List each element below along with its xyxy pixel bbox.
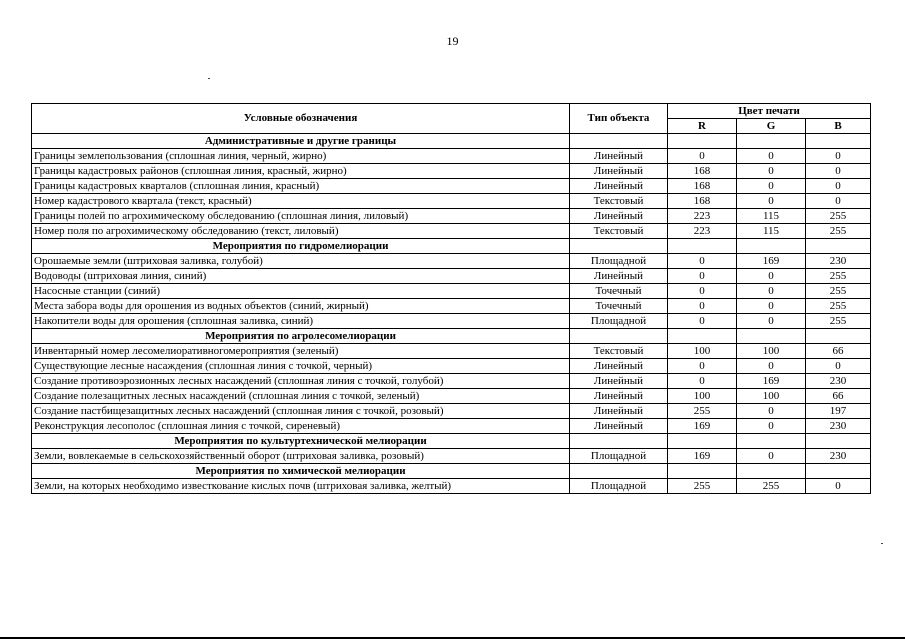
legend-name-cell: Границы полей по агрохимическому обследованию (сплошная линия, лиловый) (32, 209, 570, 224)
color-b-cell: 0 (806, 149, 871, 164)
empty-cell (806, 239, 871, 254)
table-row (32, 314, 871, 329)
color-r-cell: 0 (668, 374, 737, 389)
empty-cell (668, 134, 737, 149)
color-r-cell: 0 (668, 359, 737, 374)
object-type-cell: Линейный (570, 269, 668, 284)
color-b-cell: 255 (806, 224, 871, 239)
color-r-cell: 100 (668, 344, 737, 359)
table-body (32, 134, 871, 494)
color-b-cell: 230 (806, 449, 871, 464)
empty-cell (570, 329, 668, 344)
color-g-cell: 0 (737, 314, 806, 329)
object-type-cell: Текстовый (570, 344, 668, 359)
color-r-cell: 168 (668, 164, 737, 179)
empty-cell (806, 434, 871, 449)
header-b: B (806, 119, 871, 134)
color-r-cell: 169 (668, 419, 737, 434)
section-row (32, 464, 871, 479)
empty-cell (806, 329, 871, 344)
table-row (32, 299, 871, 314)
legend-name-cell: Земли, вовлекаемые в сельскохозяйственный оборот (штриховая заливка, розовый) (32, 449, 570, 464)
empty-cell (570, 239, 668, 254)
empty-cell (737, 434, 806, 449)
color-b-cell: 255 (806, 284, 871, 299)
section-row (32, 134, 871, 149)
color-b-cell: 0 (806, 179, 871, 194)
color-g-cell: 0 (737, 149, 806, 164)
legend-name-cell: Реконструкция лесополос (сплошная линия с точкой, сиреневый) (32, 419, 570, 434)
empty-cell (737, 464, 806, 479)
color-g-cell: 0 (737, 164, 806, 179)
legend-name-cell: Номер кадастрового квартала (текст, красный) (32, 194, 570, 209)
section-title: Административные и другие границы (32, 134, 570, 149)
empty-cell (737, 329, 806, 344)
color-r-cell: 0 (668, 314, 737, 329)
scan-speck (208, 78, 210, 79)
header-r: R (668, 119, 737, 134)
legend-name-cell: Создание противоэрозионных лесных насаждений (сплошная линия с точкой, голубой) (32, 374, 570, 389)
legend-name-cell: Существующие лесные насаждения (сплошная линия с точкой, черный) (32, 359, 570, 374)
color-r-cell: 100 (668, 389, 737, 404)
color-r-cell: 255 (668, 479, 737, 494)
legend-name-cell: Земли, на которых необходимо известкование кислых почв (штриховая заливка, желтый) (32, 479, 570, 494)
color-g-cell: 0 (737, 284, 806, 299)
header-object-type: Тип объекта (570, 104, 668, 134)
table-header (32, 104, 871, 134)
color-b-cell: 255 (806, 299, 871, 314)
color-g-cell: 0 (737, 269, 806, 284)
legend-name-cell: Насосные станции (синий) (32, 284, 570, 299)
color-g-cell: 0 (737, 299, 806, 314)
color-b-cell: 0 (806, 359, 871, 374)
color-b-cell: 230 (806, 254, 871, 269)
section-row (32, 434, 871, 449)
object-type-cell: Площадной (570, 254, 668, 269)
empty-cell (570, 434, 668, 449)
object-type-cell: Линейный (570, 149, 668, 164)
empty-cell (668, 434, 737, 449)
legend-name-cell: Создание пастбищезащитных лесных насаждений (сплошная линия с точкой, розовый) (32, 404, 570, 419)
table-row (32, 164, 871, 179)
color-b-cell: 197 (806, 404, 871, 419)
table-row (32, 479, 871, 494)
object-type-cell: Линейный (570, 164, 668, 179)
color-r-cell: 223 (668, 209, 737, 224)
page-number: 19 (446, 34, 459, 48)
table-row (32, 269, 871, 284)
empty-cell (668, 329, 737, 344)
header-legend-name: Условные обозначения (32, 104, 570, 134)
object-type-cell: Текстовый (570, 224, 668, 239)
section-title: Мероприятия по химической мелиорации (32, 464, 570, 479)
empty-cell (737, 134, 806, 149)
empty-cell (737, 239, 806, 254)
color-g-cell: 100 (737, 389, 806, 404)
color-r-cell: 168 (668, 194, 737, 209)
color-b-cell: 0 (806, 479, 871, 494)
table-row (32, 404, 871, 419)
table-row (32, 254, 871, 269)
color-r-cell: 0 (668, 254, 737, 269)
section-title: Мероприятия по культуртехнической мелиорации (32, 434, 570, 449)
table-row (32, 149, 871, 164)
color-g-cell: 100 (737, 344, 806, 359)
section-title: Мероприятия по гидромелиорации (32, 239, 570, 254)
legend-name-cell: Создание полезащитных лесных насаждений (сплошная линия с точкой, зеленый) (32, 389, 570, 404)
color-g-cell: 0 (737, 194, 806, 209)
color-g-cell: 0 (737, 449, 806, 464)
object-type-cell: Линейный (570, 359, 668, 374)
object-type-cell: Линейный (570, 374, 668, 389)
table-row (32, 449, 871, 464)
color-g-cell: 0 (737, 419, 806, 434)
table-row (32, 359, 871, 374)
empty-cell (570, 134, 668, 149)
legend-name-cell: Границы кадастровых районов (сплошная линия, красный, жирно) (32, 164, 570, 179)
table-row (32, 224, 871, 239)
empty-cell (668, 464, 737, 479)
table-row (32, 284, 871, 299)
table-row (32, 389, 871, 404)
object-type-cell: Линейный (570, 179, 668, 194)
color-b-cell: 66 (806, 389, 871, 404)
table-row (32, 344, 871, 359)
empty-cell (570, 464, 668, 479)
color-b-cell: 230 (806, 374, 871, 389)
object-type-cell: Площадной (570, 479, 668, 494)
scan-edge-line (0, 637, 905, 639)
table-row (32, 194, 871, 209)
color-r-cell: 223 (668, 224, 737, 239)
color-g-cell: 0 (737, 179, 806, 194)
empty-cell (668, 239, 737, 254)
color-b-cell: 255 (806, 269, 871, 284)
object-type-cell: Площадной (570, 449, 668, 464)
empty-cell (806, 464, 871, 479)
color-r-cell: 255 (668, 404, 737, 419)
color-b-cell: 0 (806, 194, 871, 209)
color-r-cell: 0 (668, 269, 737, 284)
color-g-cell: 0 (737, 404, 806, 419)
color-g-cell: 115 (737, 209, 806, 224)
table-row (32, 209, 871, 224)
color-b-cell: 255 (806, 314, 871, 329)
legend-name-cell: Инвентарный номер лесомелиоративногомероприятия (зеленый) (32, 344, 570, 359)
legend-name-cell: Накопители воды для орошения (сплошная заливка, синий) (32, 314, 570, 329)
color-g-cell: 115 (737, 224, 806, 239)
legend-name-cell: Границы землепользования (сплошная линия, черный, жирно) (32, 149, 570, 164)
color-b-cell: 230 (806, 419, 871, 434)
empty-cell (806, 134, 871, 149)
legend-name-cell: Номер поля по агрохимическому обследованию (текст, лиловый) (32, 224, 570, 239)
object-type-cell: Текстовый (570, 194, 668, 209)
legend-name-cell: Места забора воды для орошения из водных объектов (синий, жирный) (32, 299, 570, 314)
table-row (32, 419, 871, 434)
table-row (32, 179, 871, 194)
color-b-cell: 255 (806, 209, 871, 224)
object-type-cell: Линейный (570, 419, 668, 434)
object-type-cell: Площадной (570, 314, 668, 329)
legend-name-cell: Водоводы (штриховая линия, синий) (32, 269, 570, 284)
legend-name-cell: Орошаемые земли (штриховая заливка, голубой) (32, 254, 570, 269)
color-b-cell: 66 (806, 344, 871, 359)
section-row (32, 239, 871, 254)
color-r-cell: 0 (668, 299, 737, 314)
section-title: Мероприятия по агролесомелиорации (32, 329, 570, 344)
color-g-cell: 255 (737, 479, 806, 494)
scan-speck (881, 543, 883, 544)
object-type-cell: Точечный (570, 284, 668, 299)
object-type-cell: Линейный (570, 404, 668, 419)
object-type-cell: Точечный (570, 299, 668, 314)
legend-table (31, 103, 871, 494)
header-print-color: Цвет печати (668, 104, 871, 119)
table-row (32, 374, 871, 389)
color-b-cell: 0 (806, 164, 871, 179)
legend-name-cell: Границы кадастровых кварталов (сплошная линия, красный) (32, 179, 570, 194)
section-row (32, 329, 871, 344)
header-g: G (737, 119, 806, 134)
color-r-cell: 0 (668, 284, 737, 299)
color-r-cell: 168 (668, 179, 737, 194)
color-g-cell: 169 (737, 374, 806, 389)
color-r-cell: 0 (668, 149, 737, 164)
color-g-cell: 169 (737, 254, 806, 269)
color-g-cell: 0 (737, 359, 806, 374)
object-type-cell: Линейный (570, 389, 668, 404)
color-r-cell: 169 (668, 449, 737, 464)
object-type-cell: Линейный (570, 209, 668, 224)
